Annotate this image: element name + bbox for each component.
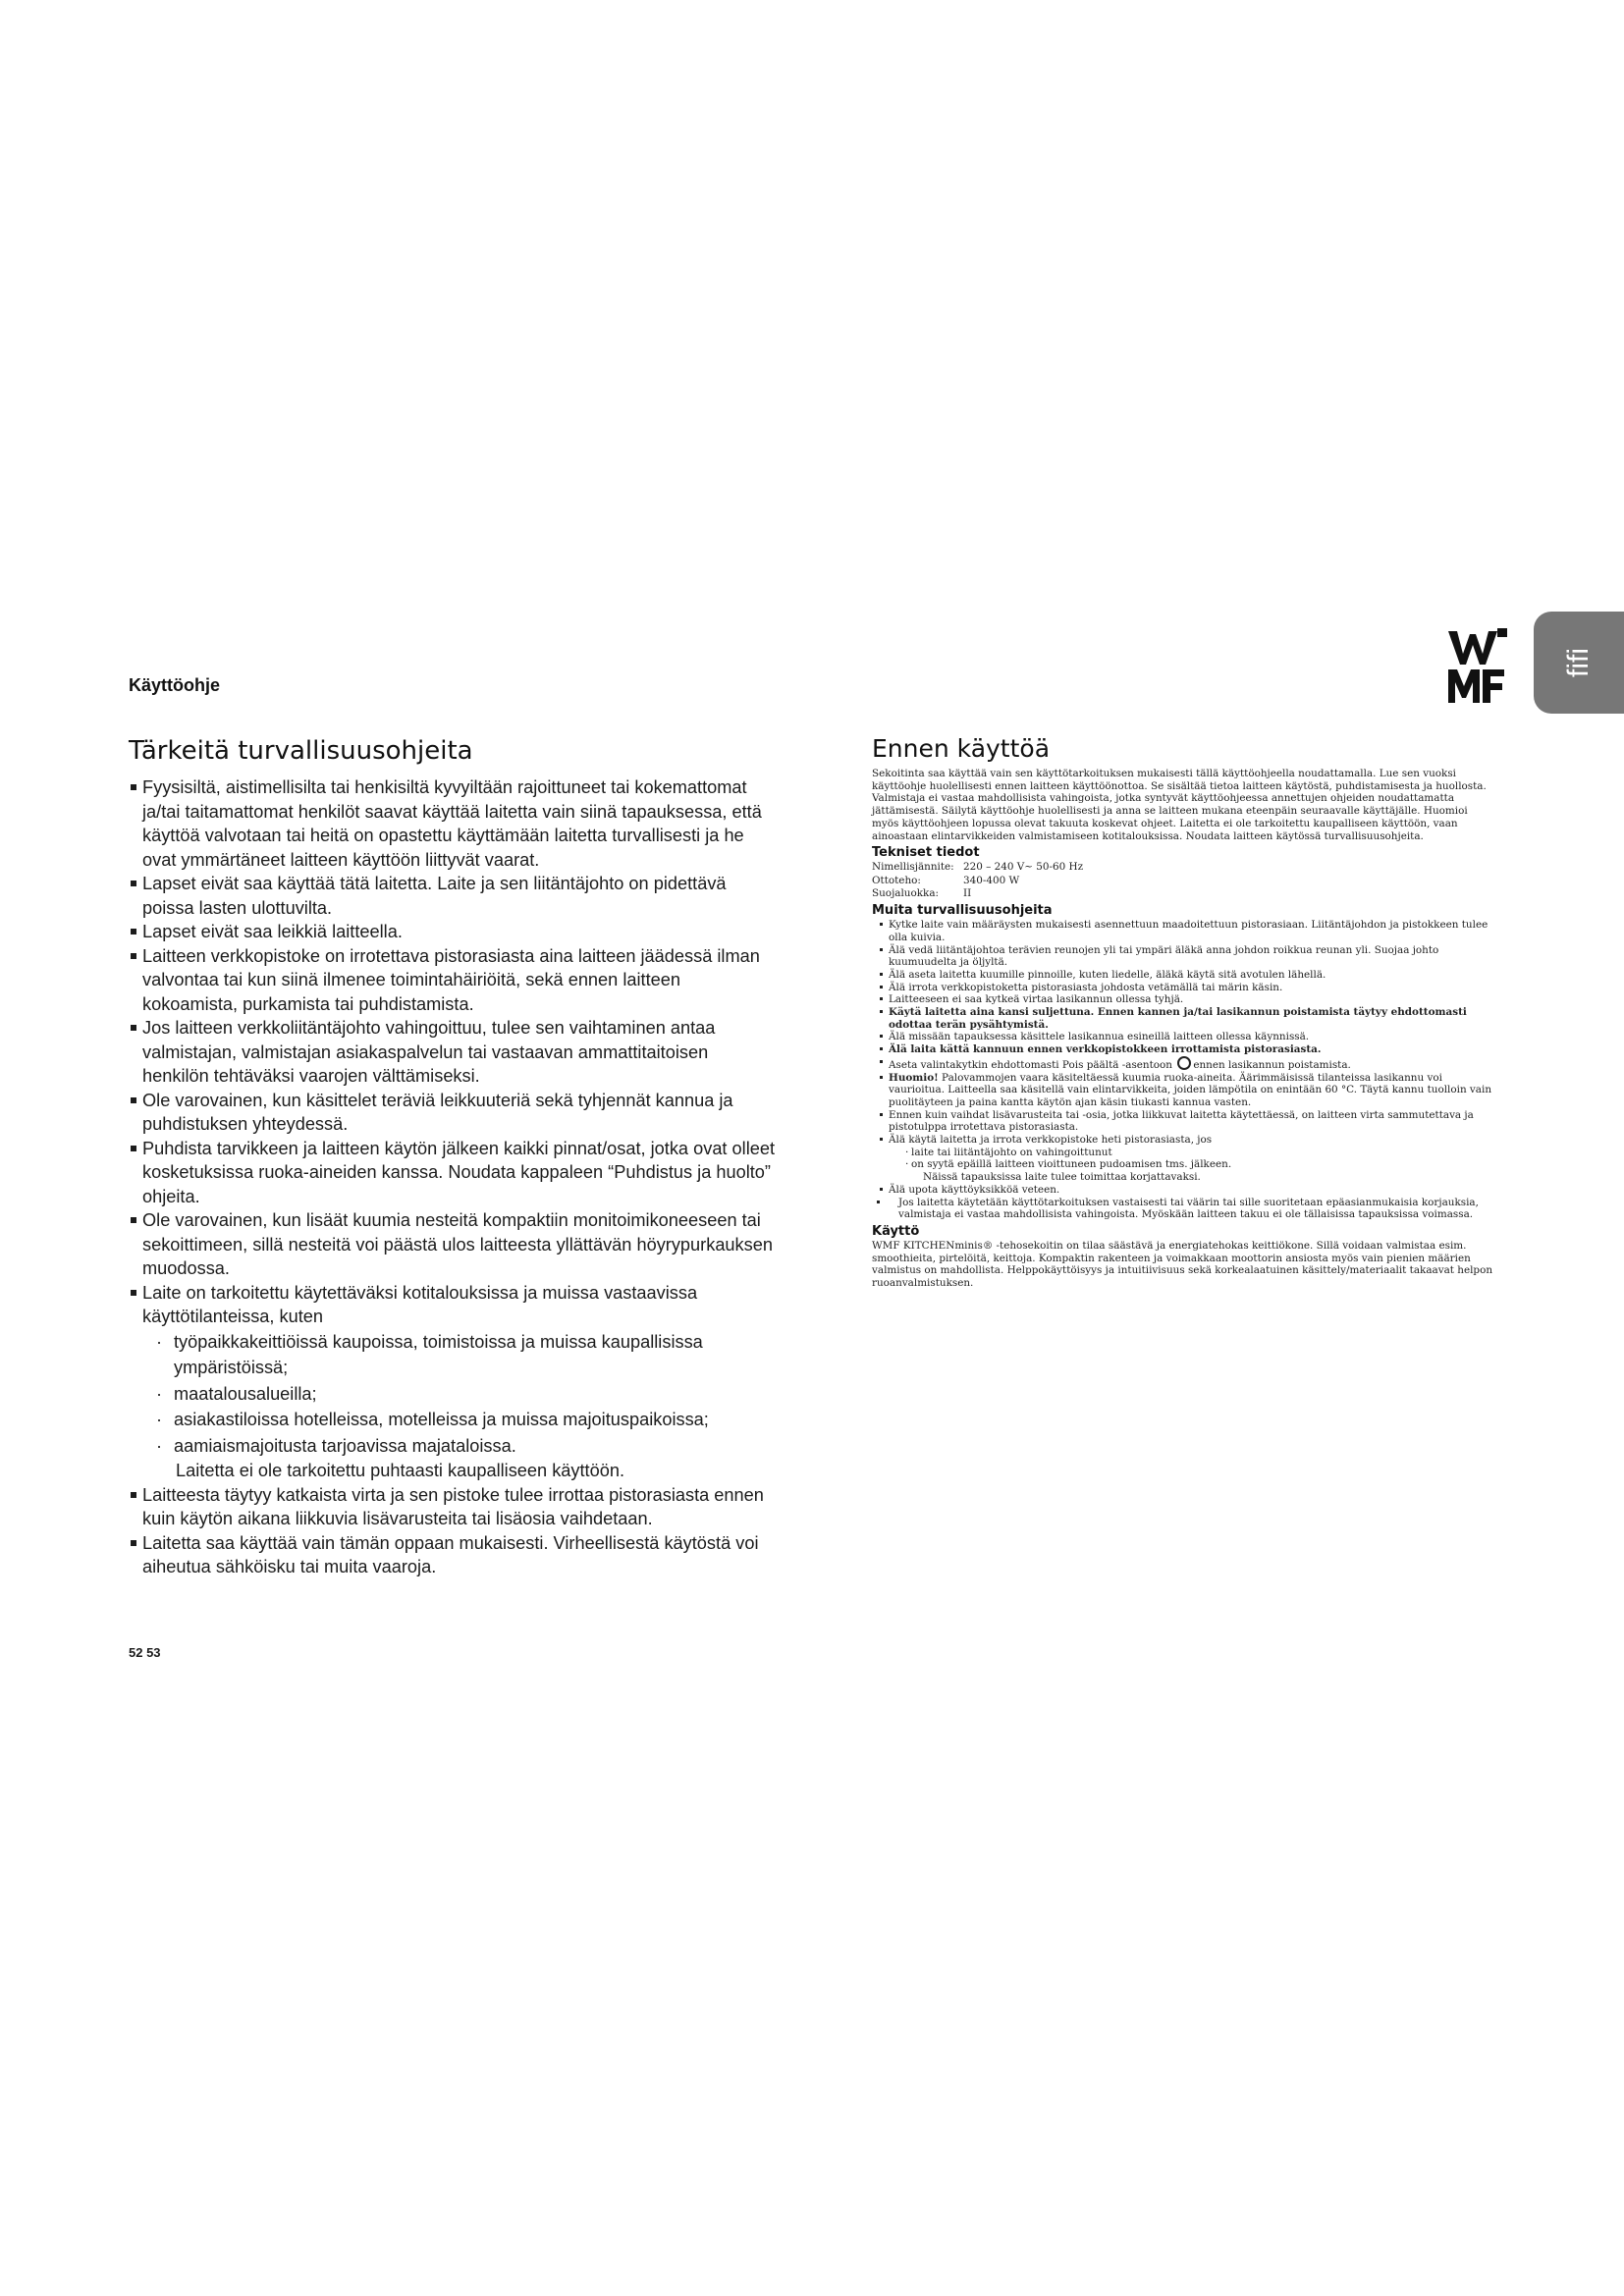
sub-list-item: · työpaikkakeittiöissä kaupoissa, toimistoissa ja muissa kaupallisissa ympäristöissä; [129, 1329, 777, 1381]
list-item: Laitetta saa käyttää vain tämän oppaan mukaisesti. Virheellisestä käytöstä voi aiheutua sähköisku tai muita vaaroja. [129, 1531, 777, 1579]
spec-row [872, 887, 1496, 900]
list-item: Laite on tarkoitettu käytettäväksi kotitalouksissa ja muissa vastaavissa käyttötilanteissa, kuten [129, 1281, 777, 1329]
list-item [872, 1072, 1496, 1109]
list-item: Jos laitteen verkkoliitäntäjohto vahingoittuu, tulee sen vaihtaminen antaa valmistajan, valmistajan asiakaspalvelun tai vastaavan ammattitaitoisen henkilön tehtäväksi vaarojen välttämiseksi. [129, 1016, 777, 1089]
list-item: Kytke laite vain määräysten mukaisesti asennettuun maadoitettuun pistorasiaan. Liitäntäjohdon ja pistokkeen tulee olla kuivia. [872, 919, 1496, 943]
language-tab[interactable] [1534, 612, 1624, 714]
spec-value: 220 – 240 V~ 50-60 Hz [963, 861, 1084, 874]
list-item: Älä irrota verkkopistoketta pistorasiasta johdosta vetämällä tai märin käsin. [872, 982, 1496, 994]
spec-value: 340-400 W [963, 874, 1020, 886]
other-safety-title: Muita turvallisuusohjeita [872, 903, 1053, 919]
list-item: Fyysisiltä, aistimellisilta tai henkisiltä kyvyiltään rajoittuneet tai kokemattomat ja/tai taitamattomat henkilöt saavat käyttää laitetta vain siinä tapauksessa, että käyttöä valvotaan tai heitä on opastettu käyttämään laitetta turvallisesti ja he ovat ymmärtäneet laitteen käyttöön liittyvät vaarat. [129, 775, 777, 872]
list-item: Käytä laitetta aina kansi suljettuna. Ennen kannen ja/tai lasikannun poistamista täytyy ehdottomasti odottaa terän pysähtymistä. [872, 1006, 1496, 1031]
other-safety-list [872, 919, 1496, 1221]
switch-instruction-text: Aseta valintakytkin ehdottomasti Pois päältä -asentoon [889, 1058, 1173, 1071]
list-item: Älä upota käyttöyksikköä veteen. [872, 1184, 1496, 1197]
usage-title: Käyttö [872, 1223, 920, 1239]
sub-list-item: · maatalousalueilla; [129, 1381, 777, 1408]
before-use-section [872, 734, 1496, 1290]
off-position-icon [1177, 1056, 1191, 1070]
spec-row [872, 875, 1496, 887]
warning-text: Palovammojen vaara käsiteltäessä kuumia ruoka-aineita. Äärimmäisissä tilanteissa lasikannu voi vaurioitua. Laitteella saa käsitellä vain elintarvikkeita, joiden lämpötila on enintään 60 °C. Täytä kannu tuolloin vain puolitäyteen ja paina kantta käytön ajan käsin tiukasti kannua vasten. [889, 1071, 1492, 1108]
spec-label: Nimellisjännite: [872, 861, 954, 874]
list-item: Ole varovainen, kun lisäät kuumia nesteitä kompaktiin monitoimikoneeseen tai sekoittimeen, sillä nesteitä voi päästä ulos laitteesta yllättävän höyrypurkauksen muodossa. [129, 1208, 777, 1281]
list-item: Laitteesta täytyy katkaista virta ja sen pistoke tulee irrottaa pistorasiasta ennen kuin käytön aikana liikkuvia lisävarusteita tai lisäosia vaihdetaan. [129, 1483, 777, 1531]
list-item: Jos laitetta käytetään käyttötarkoituksen vastaisesti tai väärin tai sille suoritetaan epäasianmukaisia korjauksia, valmistaja ei vastaa mahdollisista vahingoista. Myöskään laitteen takuu ei ole tällaisissa tapauksissa voimassa. [872, 1197, 1496, 1221]
sub-list-item: · laite tai liitäntäjohto on vahingoittunut [872, 1147, 1496, 1159]
spec-label: Suojaluokka: [872, 886, 940, 899]
list-item: Ole varovainen, kun käsittelet teräviä leikkuuteriä sekä tyhjennät kannua ja puhdistuksen yhteydessä. [129, 1089, 777, 1137]
list-item: Älä vedä liitäntäjohtoa terävien reunojen yli tai ympäri äläkä anna johdon roikkua reunan yli. Suojaa johto kuumuudelta ja öljyltä. [872, 944, 1496, 969]
tech-specs-title: Tekniset tiedot [872, 845, 980, 861]
safety-section [129, 736, 777, 1579]
list-item: Älä missään tapauksessa käsittele lasikannua esineillä laitteen ollessa käynnissä. [872, 1031, 1496, 1043]
list-item: Puhdista tarvikkeen ja laitteen käytön jälkeen kaikki pinnat/osat, jotka ovat olleet kosketuksissa ruoka-aineiden kanssa. Noudata kappaleen “Puhdistus ja huolto” ohjeita. [129, 1137, 777, 1209]
language-tab-label: fifi [1562, 648, 1595, 677]
page-numbers: 52 53 [129, 1645, 161, 1660]
list-item [872, 1056, 1496, 1072]
warning-lead: Huomio! [889, 1071, 939, 1084]
list-note: Näissä tapauksissa laite tulee toimittaa korjattavaksi. [923, 1171, 1201, 1184]
list-item: Laitteeseen ei saa kytkeä virtaa lasikannun ollessa tyhjä. [872, 993, 1496, 1006]
list-item: Ennen kuin vaihdat lisävarusteita tai -osia, jotka liikkuvat laitetta käytettäessä, on laitteen virta sammutettava ja pistotulppa irrotettava pistorasiasta. [872, 1109, 1496, 1134]
sub-list-item: · on syytä epäillä laitteen vioittuneen pudoamisen tms. jälkeen. [872, 1158, 1496, 1171]
safety-title: Tärkeitä turvallisuusohjeita [129, 736, 473, 766]
intro-paragraph: Sekoitinta saa käyttää vain sen käyttötarkoituksen mukaisesti tällä käyttöohjeella noudattamalla. Lue sen vuoksi käyttöohje huolellisesti ennen laitteen käyttöönottoa. Se sisältää tietoa laitteen käytöstä, puhdistamisesta ja huollosta. Valmistaja ei vastaa mahdollisista vahingoista, jotka syntyvät käyttöohjeessa annettujen ohjeiden noudattamatta jättämisestä. Säilytä käyttöohje huolellisesti ja anna se laitteen mukana eteenpäin seuraavalle käyttäjälle. Huomioi myös käyttöohjeen lopussa olevat takuuta koskevat ohjeet. Laitetta ei ole tarkoitettu kaupalliseen käyttöön, vaan ainoastaan elintarvikkeiden valmistamiseen kotitalouksissa. Noudata laitteen käytössä turvallisuusohjeita. [872, 768, 1487, 842]
page-label: Käyttöohje [129, 675, 221, 695]
spec-value: II [963, 886, 972, 899]
list-item: Älä aseta laitetta kuumille pinnoille, kuten liedelle, äläkä käytä sitä avotulen lähellä. [872, 969, 1496, 982]
switch-instruction-text-end: ennen lasikannun poistamista. [1193, 1058, 1351, 1071]
list-item: Lapset eivät saa leikkiä laitteella. [129, 920, 777, 944]
before-use-title: Ennen käyttöä [872, 734, 1051, 763]
sub-list-item: · asiakastiloissa hotelleissa, motelleissa ja muissa majoituspaikoissa; [129, 1407, 777, 1433]
list-item: Laitteen verkkopistoke on irrotettava pistorasiasta aina laitteen jäädessä ilman valvontaa tai kun siinä ilmenee toimintahäiriöitä, sekä ennen laitteen kokoamista, purkamista tai puhdistamista. [129, 944, 777, 1017]
list-note: Laitetta ei ole tarkoitettu puhtaasti kaupalliseen käyttöön. [176, 1461, 625, 1480]
wmf-logo [1447, 628, 1508, 707]
spec-label: Ottoteho: [872, 874, 921, 886]
list-item: Älä laita kättä kannuun ennen verkkopistokkeen irrottamista pistorasiasta. [872, 1043, 1496, 1056]
sub-list-item: · aamiaismajoitusta tarjoavissa majataloissa. [129, 1433, 777, 1460]
usage-paragraph: WMF KITCHENminis® -tehosekoitin on tilaa säästävä ja energiatehokas keittiökone. Sillä voidaan valmistaa esim. smoothieita, pirtelöitä, keittoja. Kompaktin rakenteen ja voimakkaan moottorin ansiosta myös vain pienien määrien valmistus on mahdollista. Helppokäyttöisyys ja intuitiivisuus sekä korkealaatuinen käsittely/materiaalit takaavat helpon ruoanvalmistuksen. [872, 1239, 1493, 1290]
spec-row [872, 861, 1496, 874]
list-item: Älä käytä laitetta ja irrota verkkopistoke heti pistorasiasta, jos [872, 1134, 1496, 1147]
list-item: Lapset eivät saa käyttää tätä laitetta. Laite ja sen liitäntäjohto on pidettävä poissa lasten ulottuvilta. [129, 872, 777, 920]
safety-list [129, 775, 777, 1579]
